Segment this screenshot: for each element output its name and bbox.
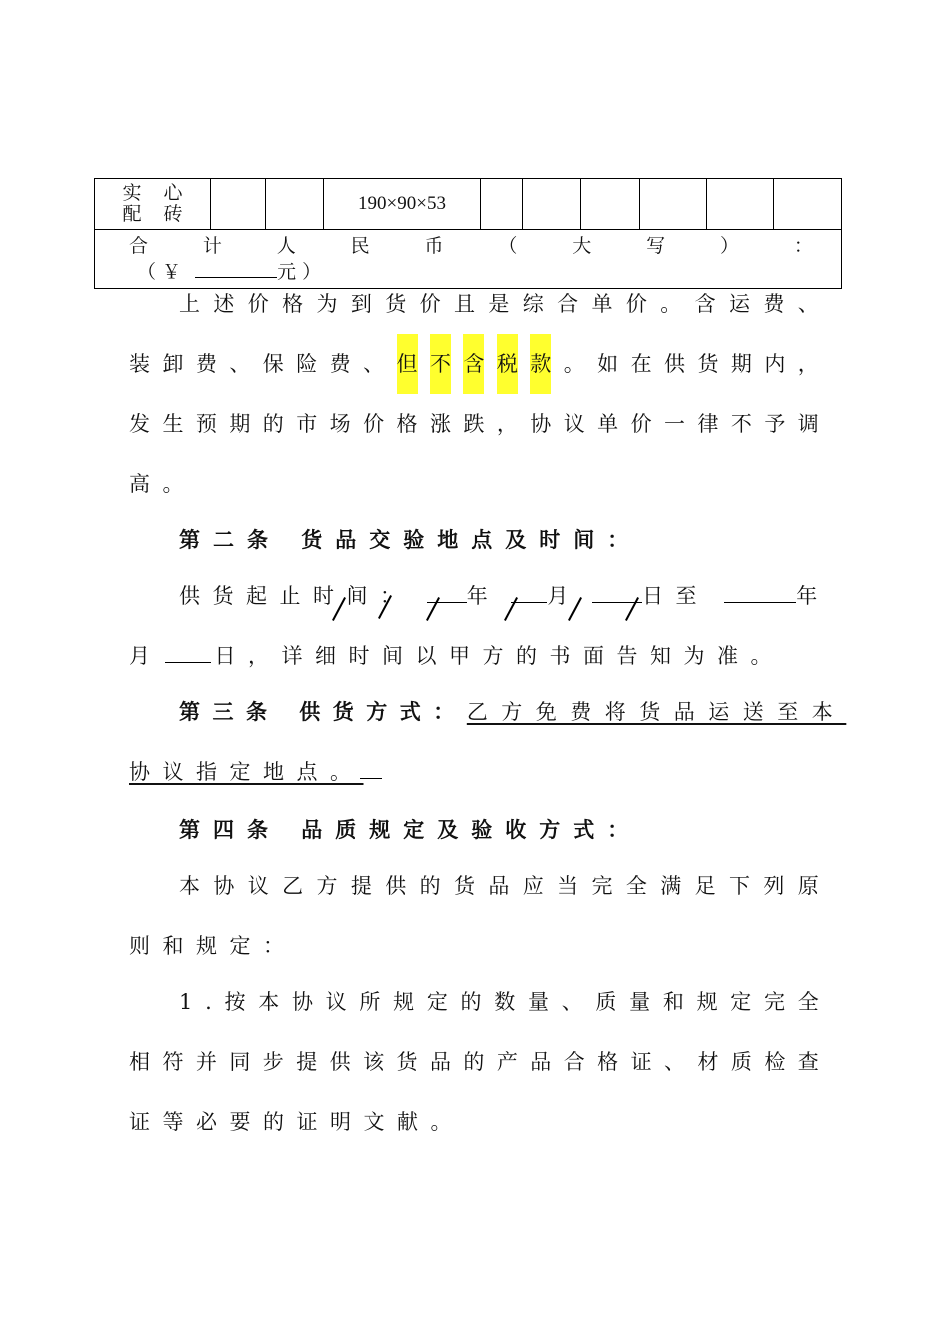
price-line-1-text (179, 274, 819, 334)
underline-tail (360, 756, 382, 779)
item-1-line-2 (129, 1032, 819, 1092)
text-char: 在 (630, 352, 652, 376)
total-label-char: 币 (424, 235, 444, 257)
text-char: 量 (629, 990, 651, 1014)
text-char: 议 (247, 874, 269, 898)
text-char: 同 (229, 1050, 251, 1074)
table-cell (774, 179, 842, 230)
end-year-label: 年 (796, 584, 830, 608)
text-char: 为 (316, 292, 338, 316)
text-char: 货 (454, 874, 475, 898)
text-char: 生 (162, 412, 184, 436)
text-char: 单 (597, 412, 619, 436)
text-char: 格 (597, 1050, 619, 1074)
total-label-char: 民 (350, 235, 370, 257)
text-char: 、 (363, 352, 385, 376)
text-char: 品 (488, 874, 510, 898)
text-char: 所 (359, 990, 381, 1014)
text-char: 一 (664, 412, 685, 436)
text-char: 满 (660, 874, 682, 898)
text-char: 供 (664, 352, 685, 376)
month-label: 月 (547, 584, 581, 608)
price-line-2 (129, 334, 819, 394)
text-char: 本 (258, 990, 280, 1014)
text-char: 品 (530, 1050, 552, 1074)
total-label-char: ： (793, 235, 813, 257)
total-label-line (95, 233, 841, 259)
text-char: . (205, 990, 212, 1014)
product-name-line1: 实 心 (122, 182, 191, 204)
text-char: 定 (426, 990, 448, 1014)
article-2-line-2-text: 日，详细时间以甲方的书面告知为准。 (214, 644, 784, 668)
text-char: 期 (730, 352, 752, 376)
price-table (94, 178, 842, 289)
text-char: 、 (797, 292, 819, 316)
text-char: 场 (329, 412, 351, 436)
text-char: 本 (179, 874, 200, 898)
text-char: 税 (497, 334, 518, 394)
table-cell (581, 179, 640, 230)
price-line-3-text (129, 394, 819, 454)
text-char: 证 (630, 1050, 652, 1074)
text-char: 的 (463, 1050, 485, 1074)
total-label-char: 大 (572, 235, 592, 257)
year-blank (427, 582, 467, 603)
price-line-2-text (129, 334, 819, 394)
text-char: 提 (350, 874, 372, 898)
text-char: 述 (213, 292, 235, 316)
text-char: 供 (329, 1050, 351, 1074)
product-name-cell (95, 179, 211, 230)
text-char: 材 (697, 1050, 719, 1074)
text-char: 险 (296, 352, 318, 376)
text-char: 量 (527, 990, 549, 1014)
text-char: 装 (129, 352, 150, 376)
text-char: 乙 (282, 874, 304, 898)
text-char: 供 (385, 874, 407, 898)
month-label-2: 月 (129, 644, 163, 668)
text-char: 下 (729, 874, 750, 898)
article-3-line-2 (129, 742, 819, 802)
text-char: 含 (694, 292, 716, 316)
text-char: 相 (129, 1050, 150, 1074)
total-label-char: 计 (202, 235, 222, 257)
text-char: 价 (247, 292, 269, 316)
text-char: 保 (262, 352, 284, 376)
text-char: 涨 (429, 412, 451, 436)
day-blank-2 (165, 642, 211, 663)
text-char: 定 (730, 990, 752, 1014)
article-2-title: 第二条 货品交验地点及时间： (179, 527, 642, 552)
text-char: 、 (229, 352, 251, 376)
text-char: 、 (664, 1050, 685, 1074)
text-char: 费 (763, 292, 785, 316)
time-label: 供货起止时间： (179, 584, 414, 608)
text-char: 价 (630, 412, 652, 436)
table-row (95, 179, 842, 230)
text-char: 并 (195, 1050, 217, 1074)
text-char: 全 (797, 990, 819, 1014)
text-char: 货 (697, 352, 719, 376)
end-year-blank (724, 582, 796, 603)
day-to-label: 日至 (642, 584, 710, 608)
total-label-char: 写 (646, 235, 666, 257)
article-4-line-2: 则和规定： (129, 934, 297, 958)
text-char: 质 (595, 990, 617, 1014)
year-label: 年 (466, 584, 501, 608)
product-name-line2: 配 砖 (122, 203, 191, 225)
text-char: 调 (797, 412, 819, 436)
text-char: 到 (350, 292, 372, 316)
text-char: 的 (262, 412, 284, 436)
text-char: 发 (129, 412, 150, 436)
text-char: 如 (597, 352, 619, 376)
text-char: 、 (561, 990, 583, 1014)
text-char: 当 (557, 874, 579, 898)
total-suffix: 元 ） (277, 261, 322, 283)
article-2-line-2 (129, 626, 819, 686)
total-label-char: 人 (276, 235, 296, 257)
article-3-content-1: 乙方免费将货品运送至本 (466, 700, 847, 724)
total-label-char: ） (720, 235, 740, 257)
text-char: 上 (179, 292, 200, 316)
text-char: 货 (396, 1050, 418, 1074)
text-char: 且 (454, 292, 475, 316)
text-char: 跌 (463, 412, 485, 436)
text-char: 协 (291, 990, 313, 1014)
text-char: 价 (625, 292, 647, 316)
text-char: 款 (530, 334, 551, 394)
text-char: 内 (764, 352, 786, 376)
total-label-char: 合 (129, 235, 149, 257)
text-char: 质 (730, 1050, 752, 1074)
text-char: 品 (429, 1050, 451, 1074)
spec-cell: 190×90×53 (324, 179, 481, 230)
total-label-char: （ (498, 235, 518, 257)
text-char: 预 (195, 412, 217, 436)
text-char: 运 (729, 292, 750, 316)
text-char: 协 (213, 874, 235, 898)
table-cell (481, 179, 523, 230)
text-char: 完 (591, 874, 613, 898)
price-line-4: 高。 (129, 472, 196, 496)
text-char: 价 (419, 292, 441, 316)
text-char: 格 (282, 292, 304, 316)
item-1-line-1-text (179, 972, 819, 1032)
text-char: 议 (325, 990, 347, 1014)
text-char: 方 (316, 874, 338, 898)
text-char: 卸 (162, 352, 184, 376)
article-4-line-1-text (179, 856, 819, 916)
total-prefix: （ ￥ (137, 261, 182, 283)
text-char: 产 (496, 1050, 518, 1074)
text-char: 符 (162, 1050, 184, 1074)
text-char: 费 (329, 352, 351, 376)
text-char: 规 (696, 990, 718, 1014)
text-char: 应 (522, 874, 544, 898)
text-char: 不 (430, 334, 451, 394)
article-2-time-line (179, 566, 869, 626)
article-3-title: 第三条 供货方式： (179, 699, 467, 724)
text-char: 合 (563, 1050, 585, 1074)
text-char: 足 (694, 874, 716, 898)
text-char: 查 (797, 1050, 819, 1074)
text-char: 合 (557, 292, 579, 316)
text-char: 数 (494, 990, 516, 1014)
text-char: 含 (463, 334, 484, 394)
text-char: 期 (229, 412, 251, 436)
table-cell (211, 179, 266, 230)
text-char: 不 (730, 412, 752, 436)
text-char: 按 (224, 990, 246, 1014)
text-char: 列 (763, 874, 785, 898)
text-char: 完 (764, 990, 785, 1014)
text-char: 予 (764, 412, 786, 436)
table-cell (266, 179, 324, 230)
item-1-line-2-text (129, 1032, 819, 1092)
text-char: 。 (660, 292, 682, 316)
text-char: 检 (764, 1050, 786, 1074)
text-char: 该 (363, 1050, 385, 1074)
article-4-line-1 (129, 856, 819, 916)
text-char: 协 (530, 412, 552, 436)
text-char: 全 (625, 874, 647, 898)
text-char: 律 (697, 412, 719, 436)
table-cell (707, 179, 774, 230)
item-1-line-3: 证等必要的证明文献。 (129, 1110, 464, 1134)
text-char: ， (797, 352, 819, 376)
text-char: 单 (591, 292, 613, 316)
table-cell (523, 179, 581, 230)
text-char: 的 (460, 990, 482, 1014)
text-char: ， (496, 412, 518, 436)
text-char: 费 (195, 352, 217, 376)
text-char: 格 (396, 412, 418, 436)
text-char: 和 (662, 990, 684, 1014)
text-char: 规 (393, 990, 415, 1014)
article-3-content-2: 协议指定地点。 (129, 760, 364, 784)
article-3-line-1 (179, 682, 847, 742)
text-char: 1 (179, 990, 193, 1014)
text-char: 市 (296, 412, 318, 436)
text-char: 价 (363, 412, 385, 436)
text-char: 货 (385, 292, 407, 316)
text-char: 提 (296, 1050, 318, 1074)
article-4-title: 第四条 品质规定及验收方式： (179, 817, 642, 842)
text-char: 原 (797, 874, 819, 898)
text-char: 但 (397, 334, 418, 394)
table-cell (640, 179, 707, 230)
price-line-3 (129, 394, 819, 454)
item-1-line-1 (129, 972, 819, 1032)
text-char: 综 (522, 292, 544, 316)
text-char: 。 (563, 352, 585, 376)
text-char: 是 (488, 292, 510, 316)
price-line-1 (129, 274, 819, 334)
text-char: 议 (563, 412, 585, 436)
text-char: 的 (419, 874, 441, 898)
text-char: 步 (262, 1050, 284, 1074)
